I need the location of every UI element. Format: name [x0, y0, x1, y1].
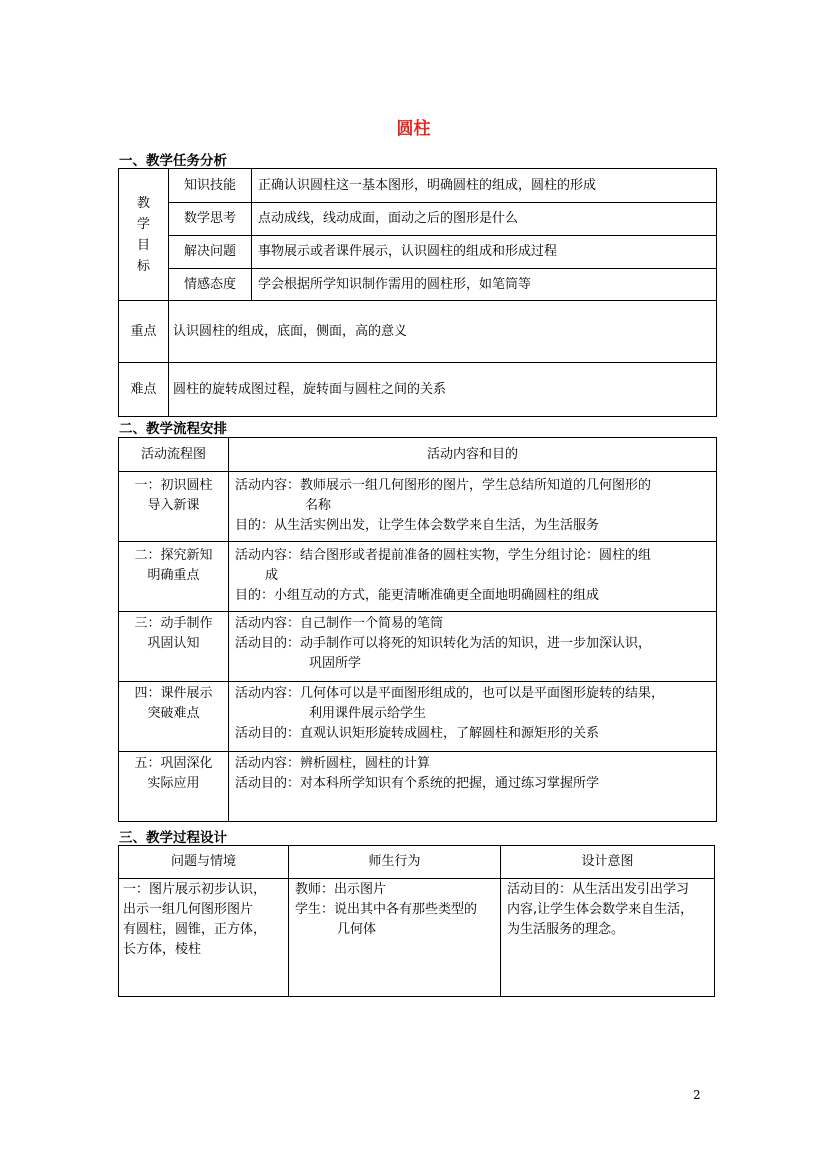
- objectives-label: 教 学 目 标: [119, 169, 169, 301]
- objective-content: 正确认识圆柱这一基本图形，明确圆柱的组成，圆柱的形成: [252, 169, 717, 203]
- objective-label: 情感态度: [169, 269, 252, 301]
- activity-content: 活动内容：自己制作一个简易的笔筒 活动目的：动手制作可以将死的知识转化为活的知识，进一步加深认识， 巩固所学: [229, 612, 717, 682]
- difficulty-content: 圆柱的旋转成图过程，旋转面与圆柱之间的关系: [169, 363, 717, 417]
- problem-header: 问题与情境: [119, 846, 289, 879]
- problem-cell: 一：图片展示初步认识， 出示一组几何图形图片 有圆柱，圆锥，正方体， 长方体，棱柱: [119, 879, 289, 997]
- activity-content: 活动内容：几何体可以是平面图形组成的，也可以是平面图形旋转的结果， 利用课件展示给学生 活动目的：直观认识矩形旋转成圆柱，了解圆柱和源矩形的关系: [229, 682, 717, 752]
- page-number: 2: [693, 1088, 701, 1102]
- flow-step: 一：初识圆柱 导入新课: [119, 472, 229, 542]
- activity-content: 活动内容：教师展示一组几何图形的图片，学生总结所知道的几何图形的 名称 目的：从生活实例出发，让学生体会数学来自生活，为生活服务: [229, 472, 717, 542]
- objective-content: 点动成线，线动成面，面动之后的图形是什么: [252, 203, 717, 236]
- activity-content: 活动内容：辨析圆柱，圆柱的计算 活动目的：对本科所学知识有个系统的把握，通过练习掌握所学: [229, 752, 717, 822]
- objective-label: 知识技能: [169, 169, 252, 203]
- section-heading-1: 一、教学任务分析: [119, 153, 227, 169]
- key-point-label: 重点: [119, 301, 169, 363]
- activity-flow-table: [118, 437, 717, 822]
- page-title: 圆柱: [396, 119, 431, 139]
- behavior-cell: 教师：出示图片 学生：说出其中各有那些类型的 几何体: [289, 879, 501, 997]
- difficulty-label: 难点: [119, 363, 169, 417]
- objective-label: 解决问题: [169, 236, 252, 269]
- flow-header: 活动流程图: [119, 438, 229, 472]
- flow-step: 五：巩固深化 实际应用: [119, 752, 229, 822]
- key-point-content: 认识圆柱的组成，底面，侧面，高的意义: [169, 301, 717, 363]
- objective-content: 学会根据所学知识制作需用的圆柱形，如笔筒等: [252, 269, 717, 301]
- flow-step: 二：探究新知 明确重点: [119, 542, 229, 612]
- intent-header: 设计意图: [501, 846, 715, 879]
- content-header: 活动内容和目的: [229, 438, 717, 472]
- intent-cell: 活动目的：从生活出发引出学习 内容,让学生体会数学来自生活， 为生活服务的理念。: [501, 879, 715, 997]
- task-analysis-table: [118, 168, 717, 417]
- section-heading-3: 三、教学过程设计: [119, 830, 227, 846]
- activity-content: 活动内容：结合图形或者提前准备的圆柱实物，学生分组讨论：圆柱的组 成 目的：小组互动的方式，能更清晰准确更全面地明确圆柱的组成: [229, 542, 717, 612]
- flow-step: 三：动手制作 巩固认知: [119, 612, 229, 682]
- process-design-table: [118, 845, 715, 997]
- objective-label: 数学思考: [169, 203, 252, 236]
- flow-step: 四：课件展示 突破难点: [119, 682, 229, 752]
- objective-content: 事物展示或者课件展示，认识圆柱的组成和形成过程: [252, 236, 717, 269]
- section-heading-2: 二、教学流程安排: [119, 421, 227, 437]
- behavior-header: 师生行为: [289, 846, 501, 879]
